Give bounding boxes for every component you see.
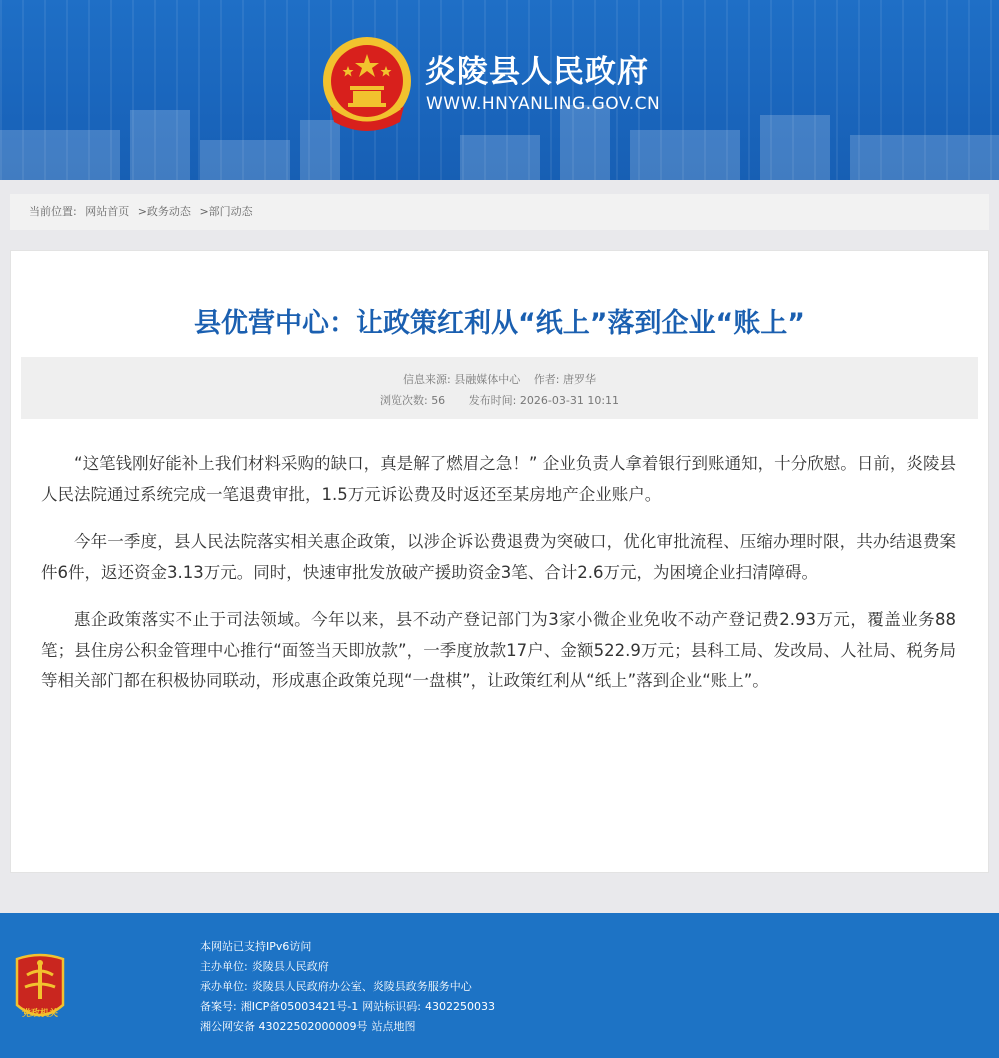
article-body (41, 449, 956, 714)
site-id-label: 网站标识码: (362, 1000, 421, 1013)
article-title: 县优营中心：让政策红利从“纸上”落到企业“账上” (194, 308, 805, 339)
article-panel (10, 250, 989, 873)
source-label: 信息来源: (403, 373, 451, 386)
site-footer (0, 913, 999, 1058)
national-emblem-icon (320, 36, 414, 134)
host-value: 炎陵县人民政府 (251, 960, 329, 973)
paragraph: 惠企政策落实不止于司法领域。今年以来，县不动产登记部门为3家小微企业免收不动产登记费2.93万元，覆盖业务88笔；县住房公积金管理中心推行“面签当天即放款”，一季度放款17户、金额522.9万元；县科工局、发改局、人社局、税务局等相关部门都在积极协同联动，形成惠企政策兑现“一盘棋”，让政策红利从“纸上”落到企业“账上”。 (41, 610, 956, 690)
published-label: 发布时间: (468, 394, 517, 407)
party-government-badge-icon[interactable] (13, 953, 67, 1027)
published-value: 2026-03-31 10:11 (519, 394, 620, 407)
organizer-label: 承办单位: (200, 980, 248, 993)
author-value: 唐罗华 (562, 373, 596, 386)
paragraph: “这笔钱刚好能补上我们材料采购的缺口，真是解了燃眉之急！” 企业负责人拿着银行到账通知，十分欣慰。日前，炎陵县人民法院通过系统完成一笔退费审批，1.5万元诉讼费及时返还至某房地产企业账户。 (41, 454, 956, 504)
breadcrumb-home-link[interactable]: 网站首页 (85, 205, 130, 218)
views-value: 56 (431, 394, 446, 407)
icp-link[interactable]: 湘ICP备05003421号-1 (240, 1000, 359, 1013)
article-meta (21, 357, 978, 419)
author-label: 作者: (533, 373, 560, 386)
breadcrumb-prefix: 当前位置: (29, 205, 77, 218)
police-record-link[interactable]: 湘公网安备 43022502000009号 (200, 1020, 368, 1033)
breadcrumb (10, 194, 989, 230)
ipv6-note: 本网站已支持IPv6访问 (200, 940, 312, 953)
site-url[interactable]: WWW.HNYANLING.GOV.CN (426, 94, 661, 114)
organizer-value: 炎陵县人民政府办公室、炎陵县政务服务中心 (251, 980, 472, 993)
site-header (0, 0, 999, 180)
source-value: 县融媒体中心 (454, 373, 521, 386)
breadcrumb-department-link[interactable]: >部门动态 (199, 205, 253, 218)
breadcrumb-news-link[interactable]: >政务动态 (137, 205, 191, 218)
host-label: 主办单位: (200, 960, 248, 973)
footer-info (200, 937, 499, 1037)
paragraph: 今年一季度，县人民法院落实相关惠企政策，以涉企诉讼费退费为突破口，优化审批流程、压缩办理时限，共办结退费案件6件，返还资金3.13万元。同时，快速审批发放破产援助资金3笔、合计2.6万元，为困境企业扫清障碍。 (41, 532, 956, 582)
sitemap-link[interactable]: 站点地图 (371, 1020, 416, 1033)
site-id-value: 4302250033 (424, 1000, 495, 1013)
badge-label: 党政机关 (21, 1009, 59, 1019)
site-name[interactable]: 炎陵县人民政府 (425, 54, 649, 90)
views-label: 浏览次数: (379, 394, 428, 407)
icp-label: 备案号: (200, 1000, 237, 1013)
